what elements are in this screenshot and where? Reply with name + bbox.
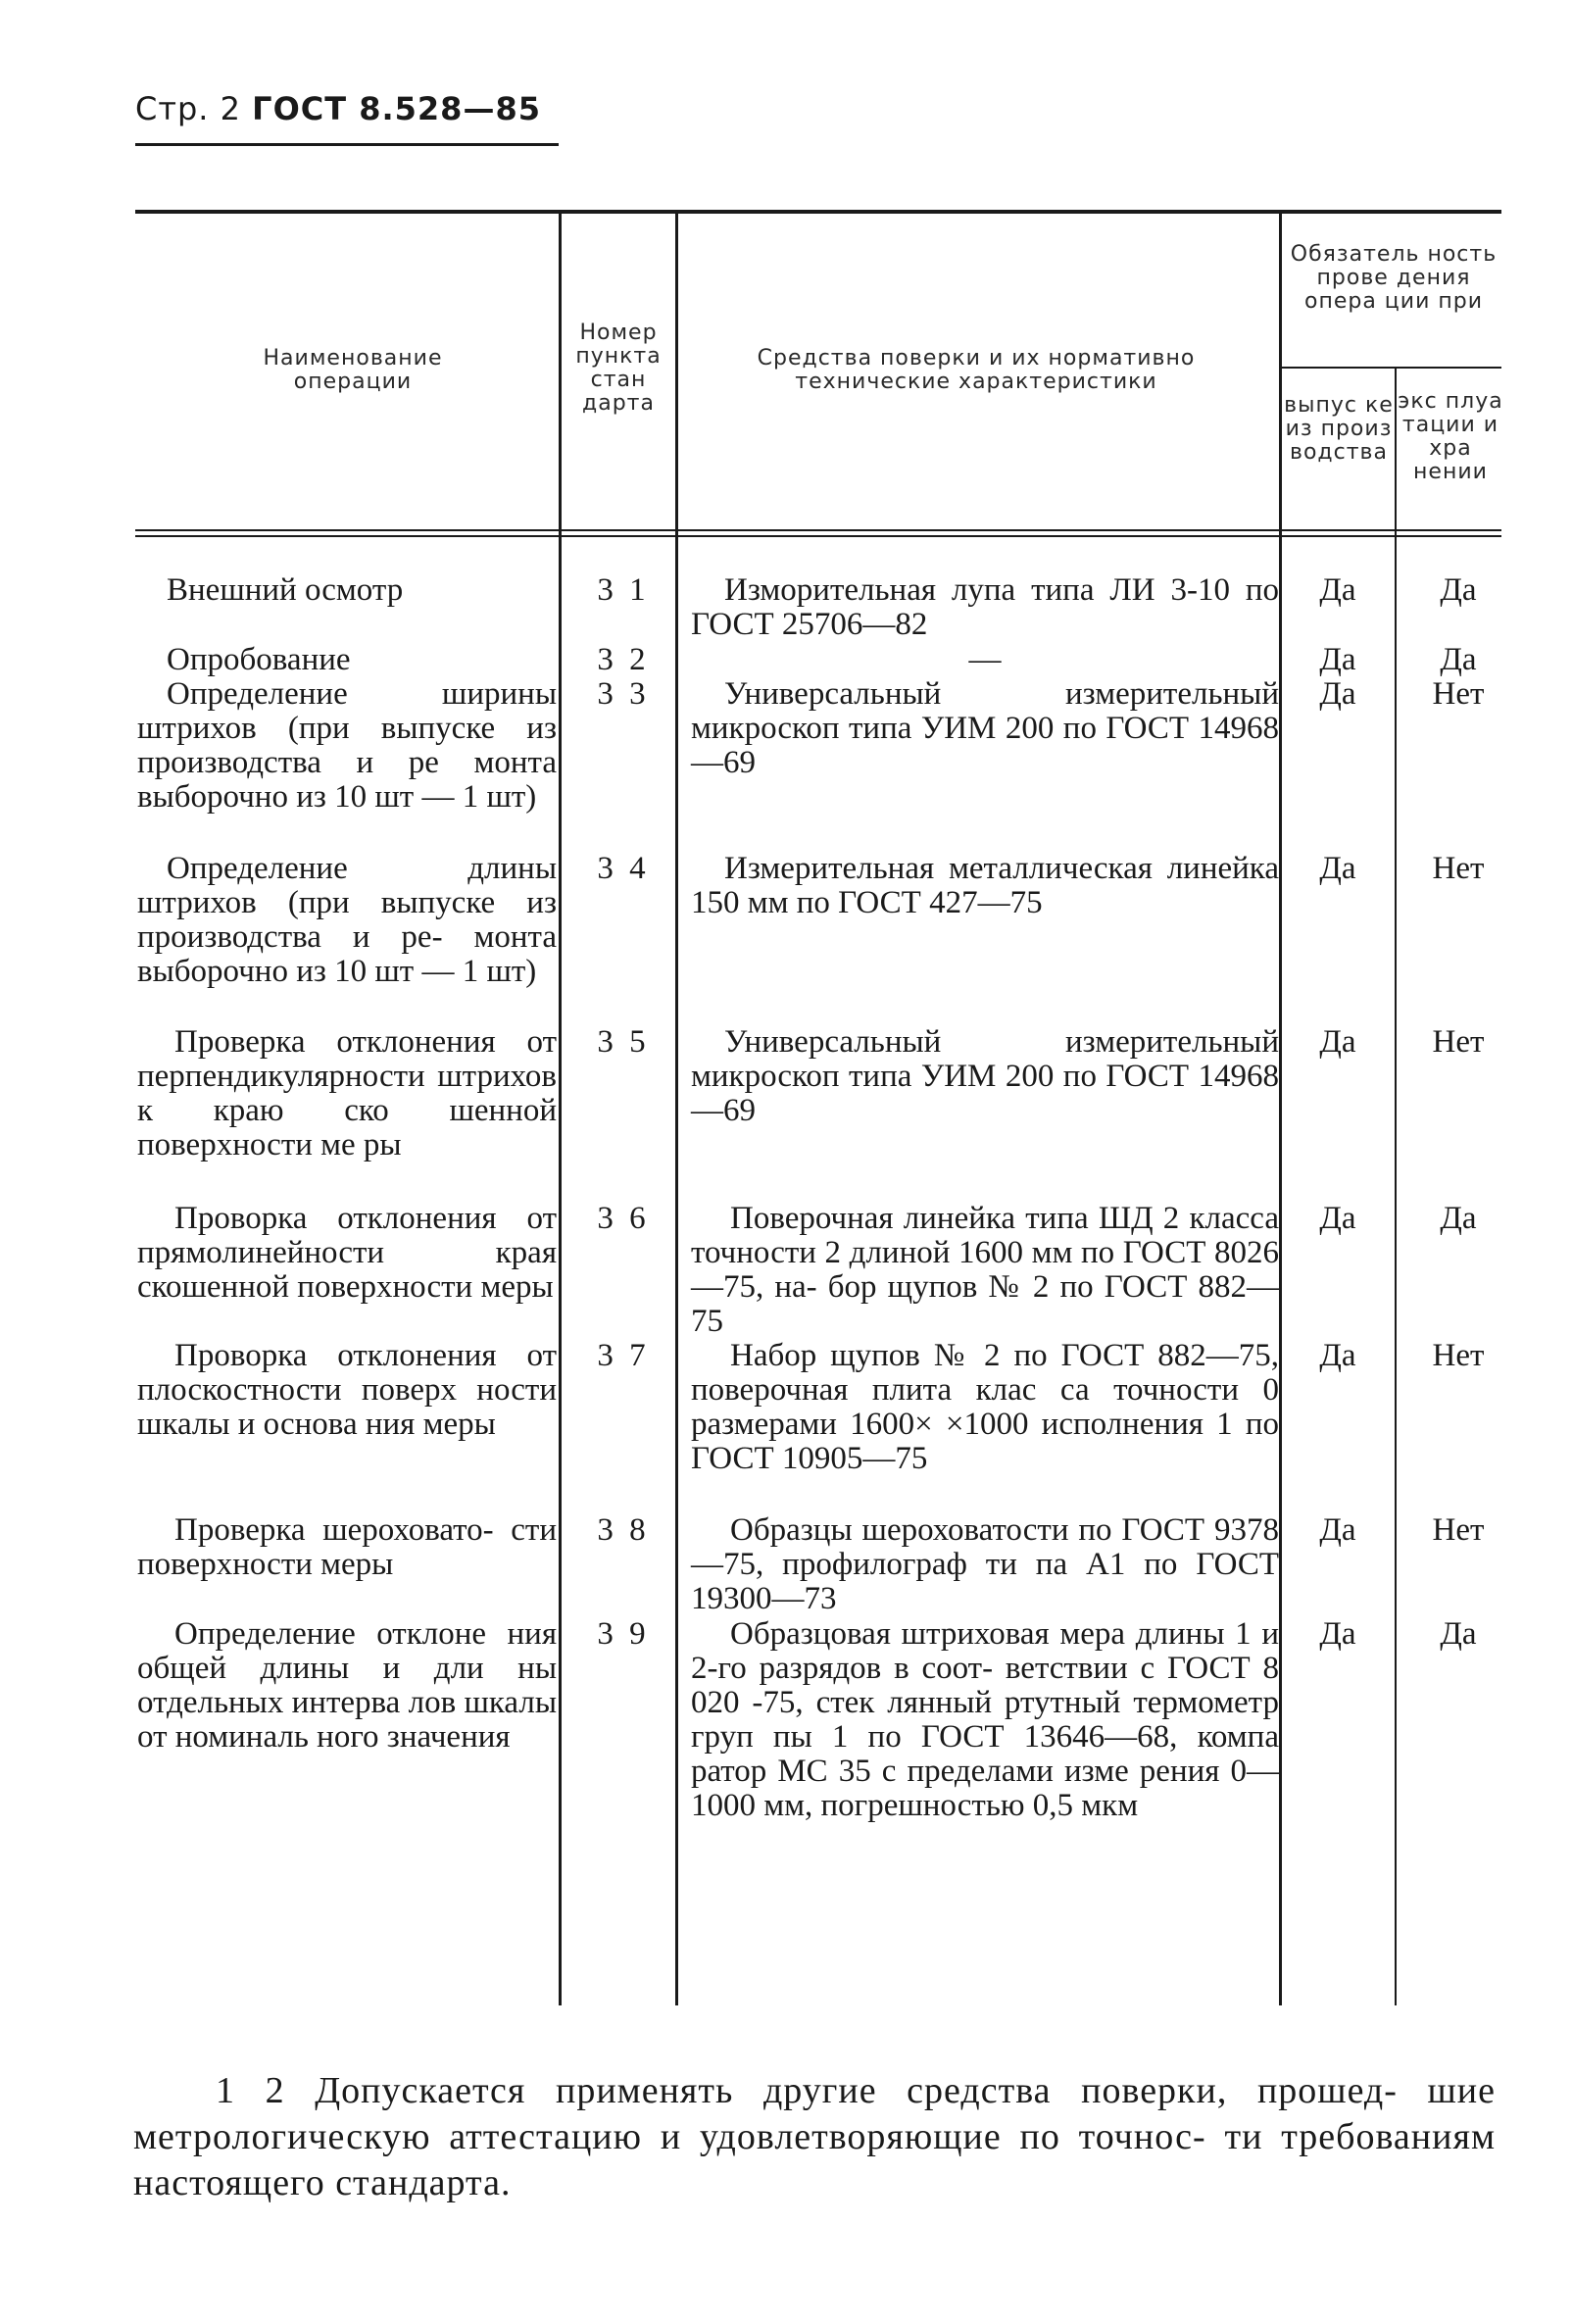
operation-mark: Нет: [1432, 851, 1485, 886]
release-mark: Да: [1319, 1024, 1356, 1060]
operation-mark: Нет: [1432, 1338, 1485, 1373]
operation-name: Проверка отклонения от перпендикулярности штрихов к краю ско шенной поверхности ме ры: [137, 1024, 557, 1162]
col-divider-2: [675, 214, 678, 2005]
verification-means: —: [968, 642, 1002, 677]
table-header-rule: [135, 529, 1501, 531]
clause-paragraph: 1 2 Допускается применять другие средства поверки, прошед- шие метрологическую аттестацию и удовлетворяющие по точнос- ти требованиям настоящего стандарта.: [133, 2070, 1496, 2203]
operation-mark: Да: [1440, 642, 1477, 677]
clause-number: 3 8: [597, 1512, 650, 1548]
header-rule: [135, 143, 559, 146]
operation-mark: Нет: [1432, 676, 1485, 712]
operation-mark: Да: [1440, 572, 1477, 608]
operation-name: Определение длины штрихов (при выпуске из производства и ре- монта выборочно из 10 шт — 1 шт): [137, 851, 557, 989]
col-header-tools: Средства поверки и их нормативно технические характеристики: [757, 346, 1196, 394]
page-header: [135, 90, 541, 127]
operation-mark: Нет: [1432, 1512, 1485, 1548]
clause-number: 3 2: [597, 642, 650, 677]
col-divider-4: [1395, 369, 1397, 2005]
col-header-name: Наименование операции: [263, 346, 443, 394]
operation-name: Проверка шероховато- сти поверхности меры: [137, 1512, 557, 1582]
col-divider-3: [1279, 214, 1282, 2005]
clause-number: 3 5: [597, 1024, 650, 1060]
operation-mark: Да: [1440, 1616, 1477, 1652]
operation-mark: Нет: [1432, 1024, 1485, 1060]
operation-name: Проворка отклонения от прямолинейности края скошенной поверхности меры: [137, 1201, 557, 1305]
clause-number: 3 1: [597, 572, 650, 608]
col-header-number: Номер пункта стан дарта: [575, 321, 662, 416]
release-mark: Да: [1319, 851, 1356, 886]
operation-name: Определение ширины штрихов (при выпуске из производства и ре монта выборочно из 10 шт — 1 шт): [137, 676, 557, 815]
clause-number: 3 6: [597, 1201, 650, 1236]
operation-name: Проворка отклонения от плоскостности поверх ности шкалы и основа ния меры: [137, 1338, 557, 1442]
operation-name: Определение отклоне ния общей длины и дли ны отдельных интерва лов шкалы от номиналь ного значения: [137, 1616, 557, 1755]
release-mark: Да: [1319, 676, 1356, 712]
col-divider-1: [559, 214, 562, 2005]
release-mark: Да: [1319, 1201, 1356, 1236]
clause-number: 3 9: [597, 1616, 650, 1652]
verification-means: Измерительная металлическая линейка 150 мм по ГОСТ 427—75: [691, 851, 1279, 920]
verification-means: Поверочная линейка типа ШД 2 класса точности 2 длиной 1600 мм по ГОСТ 8026—75, на- бор щупов № 2 по ГОСТ 882—75: [691, 1201, 1279, 1339]
verification-means: Набор щупов № 2 по ГОСТ 882—75, поверочная плита клас са точности 0 размерами 1600× ×1000 исполнения 1 по ГОСТ 10905—75: [691, 1338, 1279, 1476]
verification-means: Универсальный измерительный микроскоп типа УИМ 200 по ГОСТ 14968—69: [691, 1024, 1279, 1128]
release-mark: Да: [1319, 1512, 1356, 1548]
operation-name: Внешний осмотр: [167, 572, 404, 608]
verification-means: Универсальный измерительный микроскоп типа УИМ 200 по ГОСТ 14968—69: [691, 676, 1279, 780]
release-mark: Да: [1319, 1338, 1356, 1373]
col-header-mandatory: Обязатель ность прове дения опера ции при: [1290, 242, 1498, 314]
verification-means: Образцы шероховатости по ГОСТ 9378—75, профилограф ти па А1 по ГОСТ 19300—73: [691, 1512, 1279, 1616]
page-number: Стр. 2: [135, 90, 241, 127]
clause-number: 3 4: [597, 851, 650, 886]
operation-name: Опробование: [167, 642, 351, 677]
mandatory-sub-rule: [1281, 367, 1501, 369]
verification-means: Образцовая штриховая мера длины 1 и 2-го разрядов в соот- ветствии с ГОСТ 8 020 -75, стек лянный ртутный термометр груп пы 1 по ГОСТ 13646—68, компа ратор МС 35 с пределами изме рения 0—1000 мм, погрешностью 0,5 мкм: [691, 1616, 1279, 1823]
standard-code: ГОСТ 8.528—85: [252, 90, 541, 127]
release-mark: Да: [1319, 572, 1356, 608]
clause-number: 3 7: [597, 1338, 650, 1373]
operation-mark: Да: [1440, 1201, 1477, 1236]
col-header-release: выпус ке из произ водства: [1284, 393, 1394, 465]
table-top-rule: [135, 210, 1501, 214]
verification-means: Изморительная лупа типа ЛИ 3-10 по ГОСТ 25706—82: [691, 572, 1279, 642]
release-mark: Да: [1319, 642, 1356, 677]
table-header-rule-2: [135, 535, 1501, 537]
col-header-operation: экс плуа тации и хра нении: [1398, 389, 1503, 484]
release-mark: Да: [1319, 1616, 1356, 1652]
clause-number: 3 3: [597, 676, 650, 712]
